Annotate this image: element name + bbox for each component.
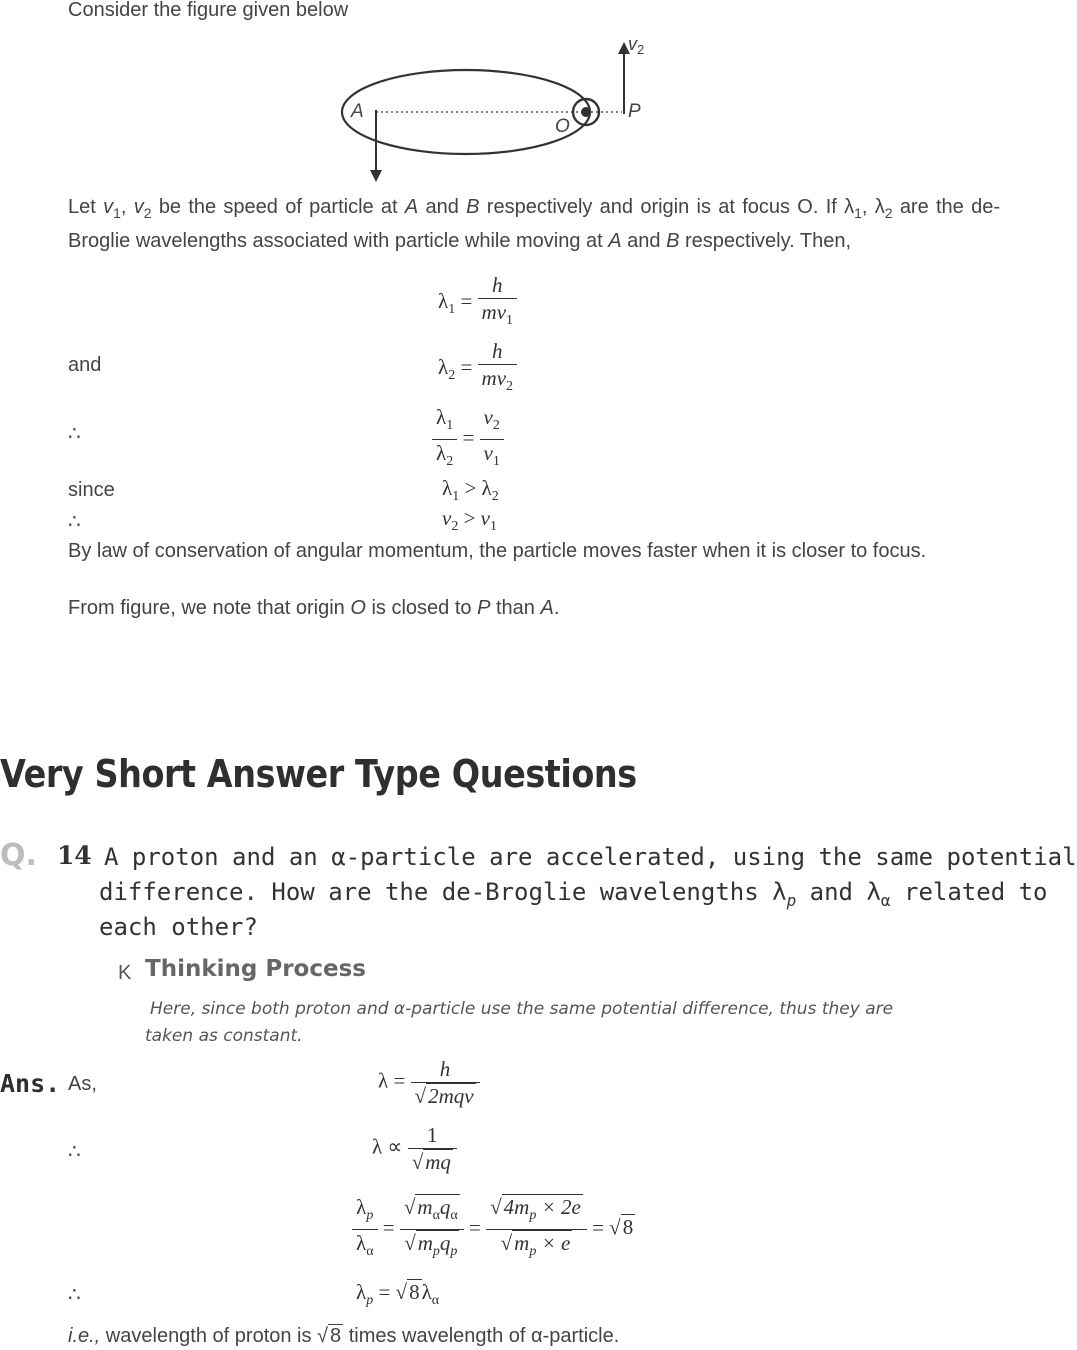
thinking-process-body-1: Here, since both proton and α-particle use the same potential difference, thus they are (150, 999, 894, 1019)
answer-proportional: λ ∝ $\frac{1}{√mq}$ (372, 1122, 457, 1175)
equation-lambda1: $\lambda_1$ = $\frac{h}{mv_1}$ (438, 272, 517, 334)
figure-label-v2: $v_2$ (628, 34, 645, 57)
question-line-1: A proton and an α-particle are accelerated, using the same potential (104, 843, 1077, 871)
paragraph-speeds: Let $v_1$, $v_2$ be the speed of particle at A and B respectively and origin is at focus O. If $\lambda_1$, $\lambda_2$ are the de-Broglie wavelengths associated with particle while moving at A and B respectively. Then, (68, 196, 1000, 252)
figure-label-a: A (351, 101, 364, 122)
intro-text: Consider the figure given below (68, 0, 349, 21)
therefore-symbol-3: ∴ (68, 1141, 81, 1163)
and-label: and (68, 354, 102, 376)
therefore-symbol-2: ∴ (68, 511, 81, 533)
thinking-process-body-2: taken as constant. (145, 1026, 303, 1046)
since-label: since (68, 479, 115, 501)
thinking-marker-icon: K (118, 962, 132, 984)
question-line-2: difference. How are the de-Broglie wavelengths $\lambda_p$ and $\lambda_\alpha$ related to (99, 878, 1048, 910)
figure-label-o: O (555, 116, 570, 137)
thinking-process-title: Thinking Process (145, 956, 366, 982)
answer-equation-1: λ = $\frac{h}{\text{√2mqv}}$ (378, 1056, 480, 1109)
paragraph-angular-momentum: By law of conservation of angular momentum, the particle moves faster when it is closer to focus. (68, 540, 927, 562)
question-line-3: each other? (99, 913, 258, 941)
question-number: 14 (57, 841, 92, 870)
answer-label: Ans. (0, 1069, 61, 1098)
answer-conclusion: i.e., wavelength of proton is √ 8 times wavelength of α-particle. (68, 1325, 620, 1347)
answer-ratio-equation: $\frac{\lambda_p}{\lambda_\alpha}$ = $\frac{√m_\alpha q_\alpha}{√m_pq_p}$ = $\frac{√4m_p \times 2e}{√m_p \times e}$ = √8 (352, 1194, 635, 1265)
question-label: Q. (0, 838, 37, 873)
inequality-lambda: $\lambda_1 > \lambda_2$ (442, 476, 499, 504)
equation-lambda2: $\lambda_2$ = $\frac{h}{mv_2}$ (438, 338, 517, 400)
therefore-symbol-4: ∴ (68, 1284, 81, 1306)
figure-label-p: P (628, 101, 641, 122)
inequality-speed: $v_2 > v_1$ (442, 506, 497, 534)
as-label: As, (68, 1073, 97, 1095)
therefore-symbol-1: ∴ (68, 423, 81, 445)
answer-final-equation: $\lambda_p = √8\lambda_\alpha$ (356, 1280, 440, 1308)
paragraph-conclusion: From figure, we note that origin O is closed to P than A. (68, 597, 560, 619)
section-heading: Very Short Answer Type Questions (0, 752, 637, 796)
ellipse-orbit-figure (340, 30, 660, 190)
equation-ratio: $\frac{\lambda_1}{\lambda_2}$ = $\frac{v_2}{v_1}$ (432, 404, 504, 475)
focus-dot (581, 107, 591, 117)
